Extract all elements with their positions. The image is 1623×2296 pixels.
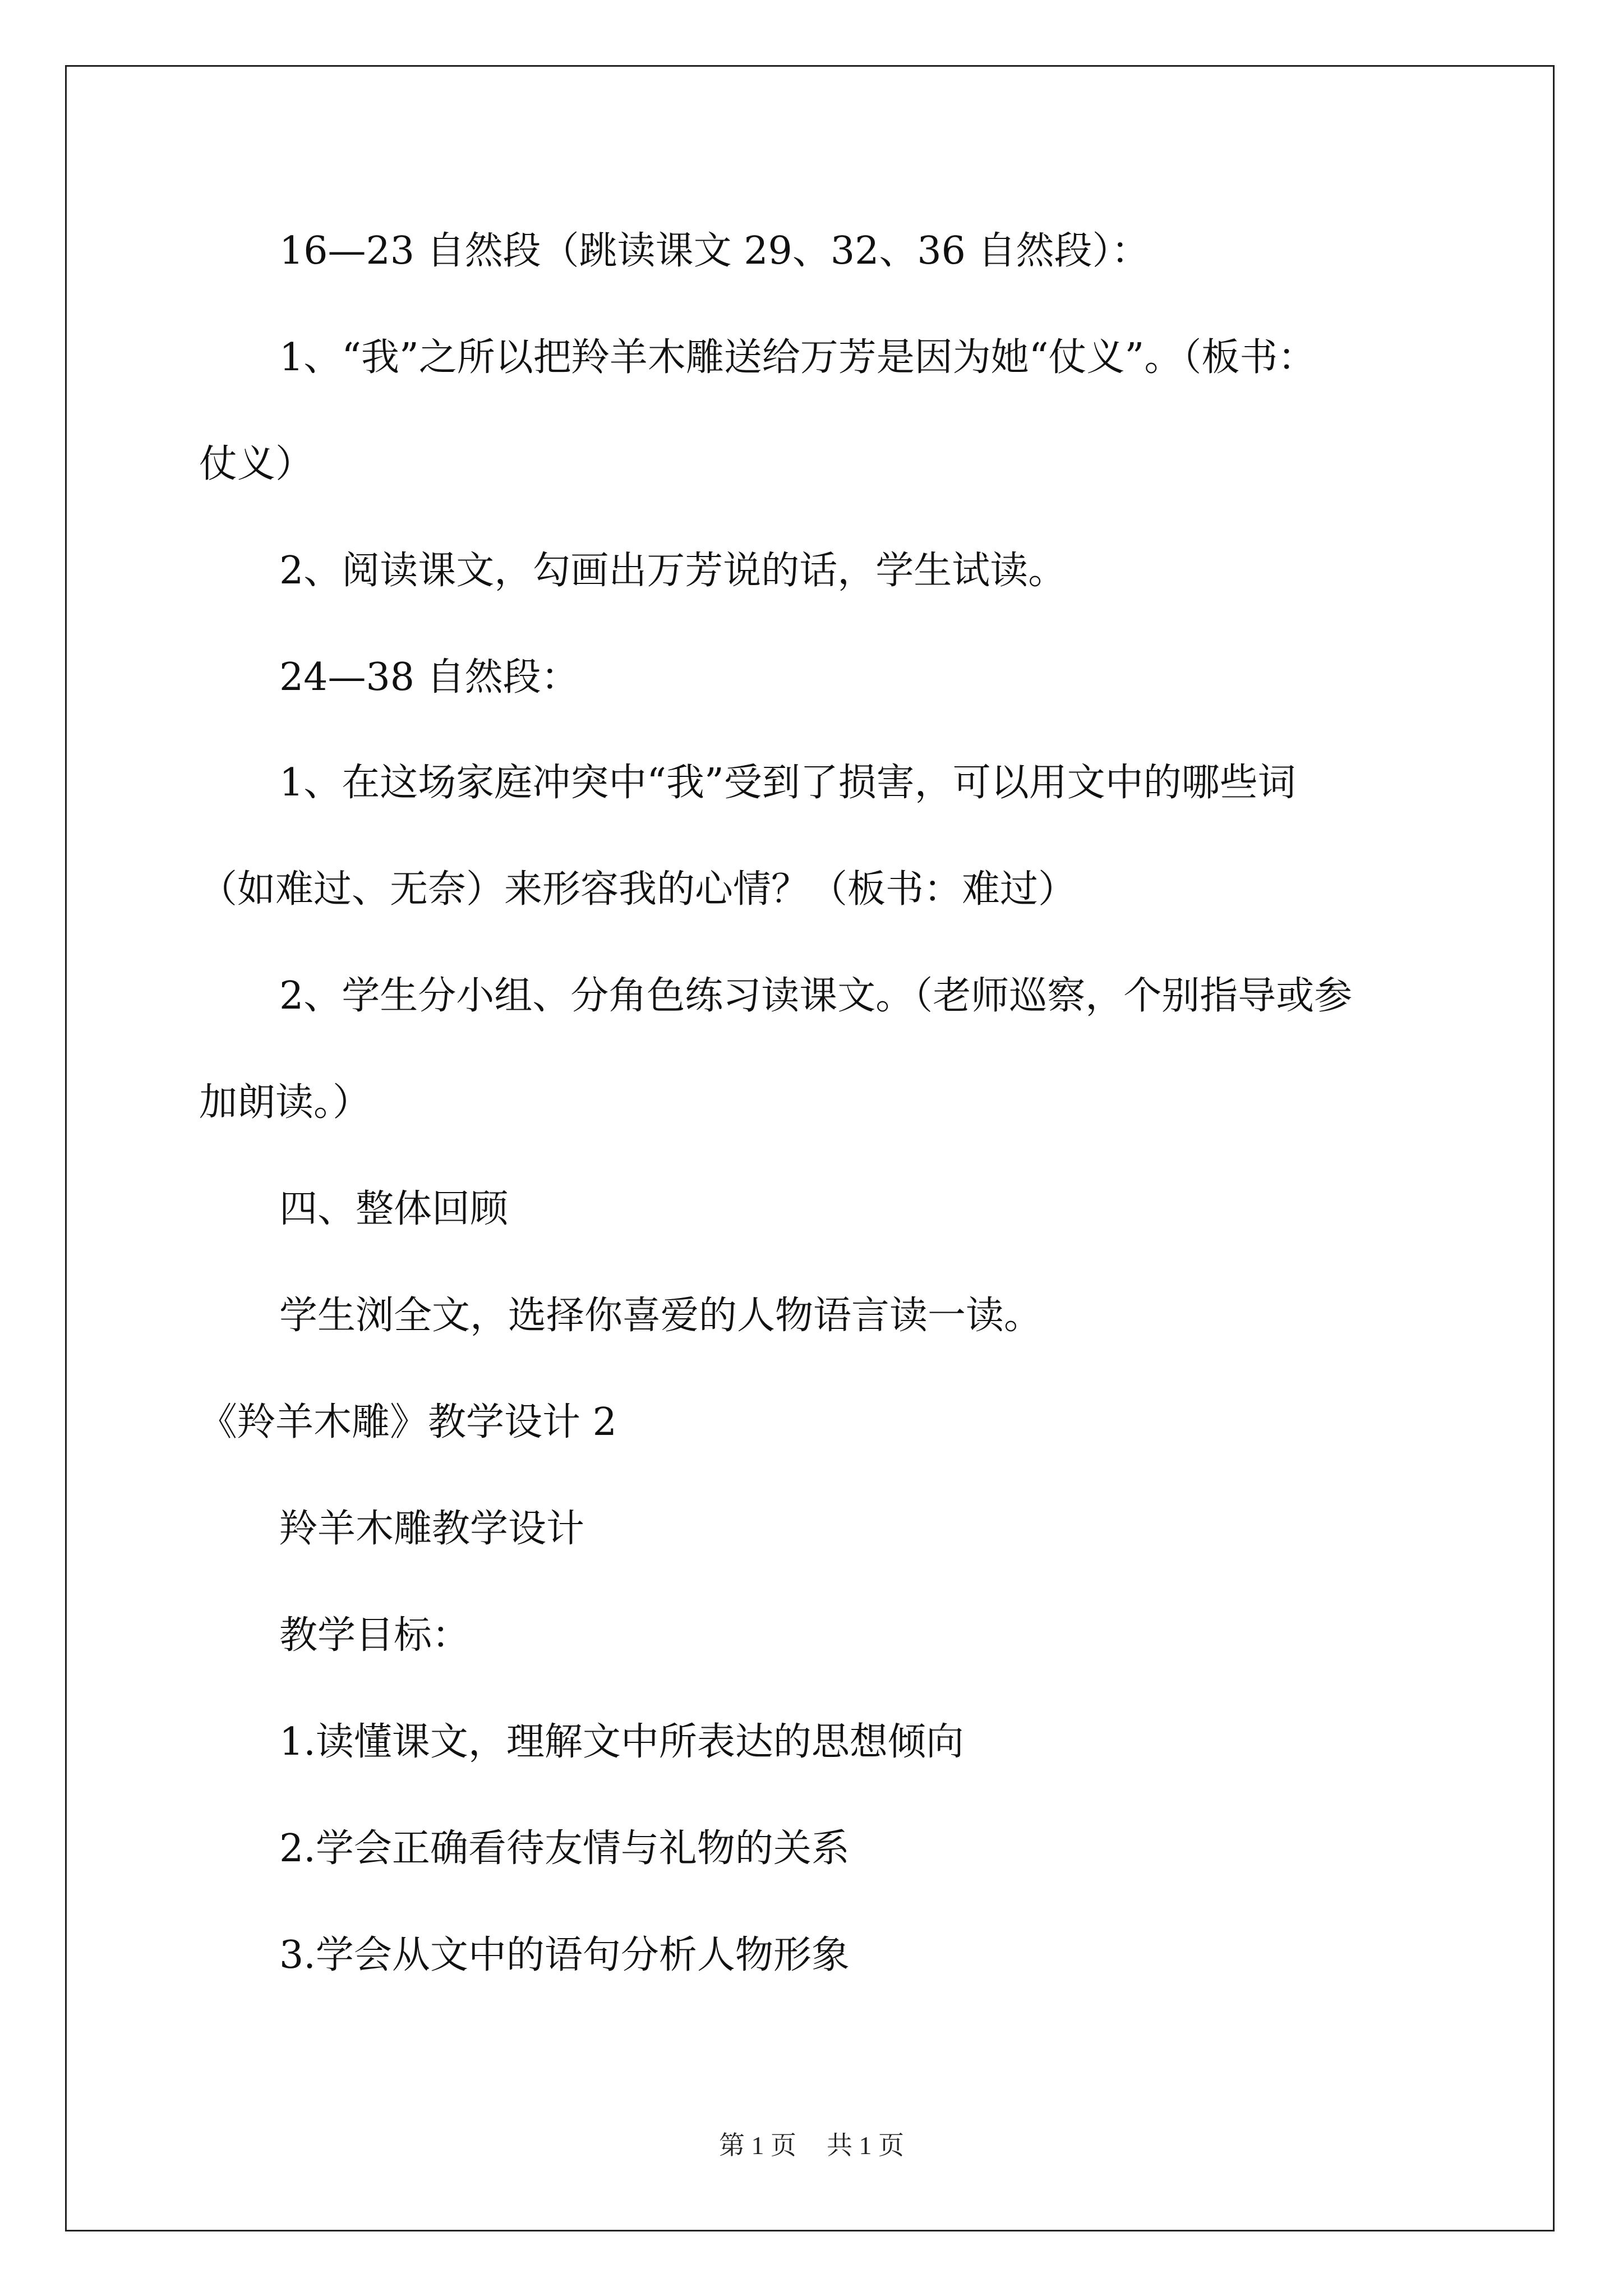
text-line: 1、在这场家庭冲突中“我”受到了损害，可以用文中的哪些词 — [279, 761, 1296, 805]
text-line: 2、学生分小组、分角色练习读课文。（老师巡察，个别指导或参 — [279, 974, 1353, 1018]
text-line: 24—38 自然段： — [279, 655, 579, 700]
text-line: 学生浏全文，选择你喜爱的人物语言读一读。 — [279, 1294, 1043, 1338]
text-line: 加朗读。） — [199, 1080, 371, 1125]
text-line: 教学目标： — [279, 1613, 471, 1658]
page-border — [65, 65, 1555, 2231]
text-line: 仗义） — [199, 442, 314, 486]
list-item: 2.学会正确看待友情与礼物的关系 — [279, 1826, 850, 1871]
list-item: 1.读懂课文，理解文中所表达的思想倾向 — [279, 1720, 964, 1764]
document-title: 《羚羊木雕》教学设计 2 — [199, 1400, 617, 1444]
text-line: 羚羊木雕教学设计 — [279, 1507, 585, 1551]
text-line: 1、“我”之所以把羚羊木雕送给万芳是因为她“仗义”。（板书： — [279, 335, 1316, 380]
text-line: （如难过、无奈）来形容我的心情？（板书：难过） — [199, 867, 1077, 912]
page-number: 第 1 页 — [719, 2131, 796, 2160]
list-item: 3.学会从文中的语句分析人物形象 — [279, 1933, 850, 1977]
section-heading: 四、整体回顾 — [279, 1187, 509, 1231]
text-line: 16—23 自然段（跳读课文 29、32、36 自然段）： — [279, 229, 1150, 273]
text-line: 2、阅读课文，勾画出万芳说的话，学生试读。 — [279, 549, 1067, 593]
page-footer — [0, 2130, 1623, 2161]
page-total: 共 1 页 — [827, 2131, 904, 2160]
